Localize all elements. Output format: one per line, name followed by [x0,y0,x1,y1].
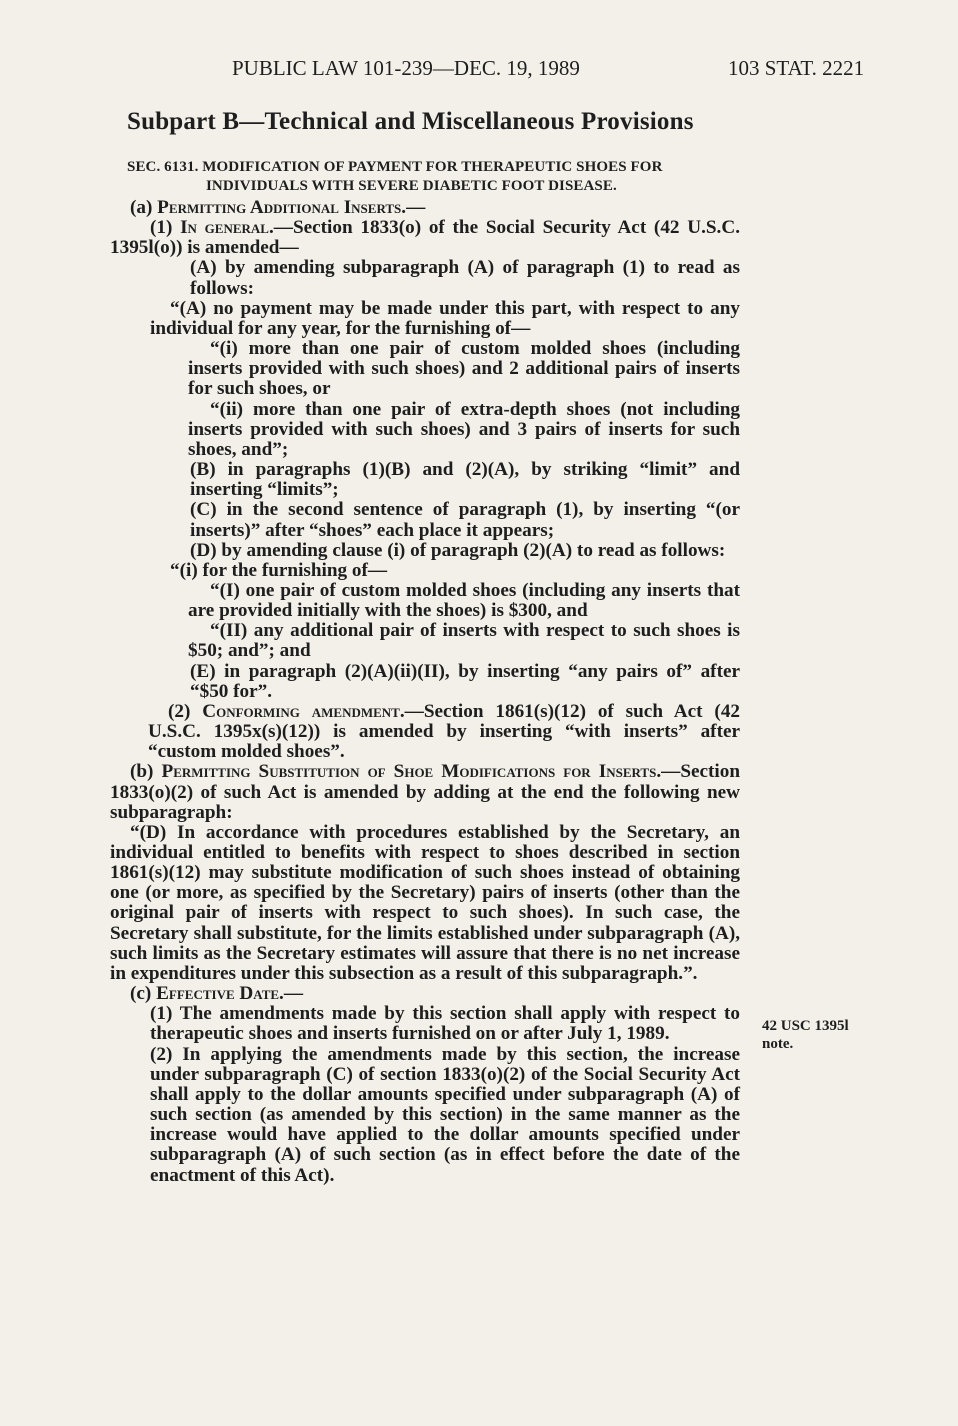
quote-A: “(A) no payment may be made under this part, with respect to any individual for any year, for the furnishing of— [150,297,740,339]
paragraph-c1: (1) The amendments made by this section shall apply with respect to therapeutic shoes and inserts furnished on or after July 1, 1989. [150,1003,740,1045]
running-header-page-ref: 103 STAT. 2221 [728,56,865,80]
section-body [110,198,740,1186]
running-header-title: PUBLIC LAW 101-239—DEC. 19, 1989 [232,56,580,80]
clause-A: (A) by amending subparagraph (A) of paragraph (1) to read as follows: [190,257,740,299]
section-heading-line2: INDIVIDUALS WITH SEVERE DIABETIC FOOT DISEASE. [206,178,617,194]
quote-A-ii: “(ii) more than one pair of extra-depth shoes (not including inserts provided with such shoes) and 3 pairs of inserts for such shoes, and”; [188,398,740,460]
paragraph-c2: (2) In applying the amendments made by this section, the increase under subparagraph (C) of section 1833(o)(2) of the Social Security Act shall apply to the dollar amounts specified under subparagraph (A) of such section (as amended by this section) in the same manner as the increase would have applied to the dollar amounts specified under subparagraph (A) of such section (as in effect before the date of the enactment of this Act). [150,1043,740,1186]
margin-note-label: note. [762,1036,794,1052]
subsection-a-heading: (a) Permitting Additional Inserts.— [130,197,426,218]
margin-note-citation: 42 USC 1395l [762,1018,849,1034]
section-heading [127,158,739,196]
subsection-c-heading: (c) Effective Date.— [130,983,304,1005]
subsection-b: (b) Permitting Substitution of Shoe Modifications for Inserts.—Section 1833(o)(2) of such Act is amended by adding at the end the following new subparagraph: [110,761,741,823]
clause-E: (E) in paragraph (2)(A)(ii)(II), by inserting “any pairs of” after “$50 for”. [190,660,740,702]
margin-note [762,1017,849,1053]
quote-b-D: “(D) In accordance with procedures established by the Secretary, an individual entitled to benefits with respect to shoes described in section 1861(s)(12) may substitute modification of such shoes instead of obtaining one (or more, as specified by the Secretary) pairs of inserts (other than the original pair of inserts with respect to such shoes). In such case, the Secretary shall substitute, for the limits established under subparagraph (A), such limits as the Secretary estimates will assure that there is no net increase in expenditures under this subsection as a result of this subparagraph.”. [110,821,740,984]
quote-A-i: “(i) more than one pair of custom molded shoes (including inserts provided with such shoes) and 2 additional pairs of inserts for such shoes, or [188,338,740,400]
paragraph-a1: (1) In general.—Section 1833(o) of the Social Security Act (42 U.S.C. 1395l(o)) is amended— [110,217,740,259]
paragraph-a2: (2) Conforming amendment.—Section 1861(s)(12) of such Act (42 U.S.C. 1395x(s)(12)) is amended by inserting “with inserts” after “custom molded shoes”. [148,700,741,763]
clause-D: (D) by amending clause (i) of paragraph (2)(A) to read as follows: [190,539,726,561]
clause-B: (B) in paragraphs (1)(B) and (2)(A), by striking “limit” and inserting “limits”; [190,459,740,501]
quote-D-i: “(i) for the furnishing of— [170,559,388,581]
section-heading-line1: SEC. 6131. MODIFICATION OF PAYMENT FOR THERAPEUTIC SHOES FOR [127,159,663,175]
clause-C: (C) in the second sentence of paragraph (1), by inserting “(or inserts)” after “shoes” each place it appears; [190,499,740,541]
quote-D-II: “(II) any additional pair of inserts with respect to such shoes is $50; and”; and [188,620,740,662]
quote-D-I: “(I) one pair of custom molded shoes (including any inserts that are provided initially with the shoes) is $300, and [188,579,740,622]
subpart-title: Subpart B—Technical and Miscellaneous Provisions [127,108,694,135]
